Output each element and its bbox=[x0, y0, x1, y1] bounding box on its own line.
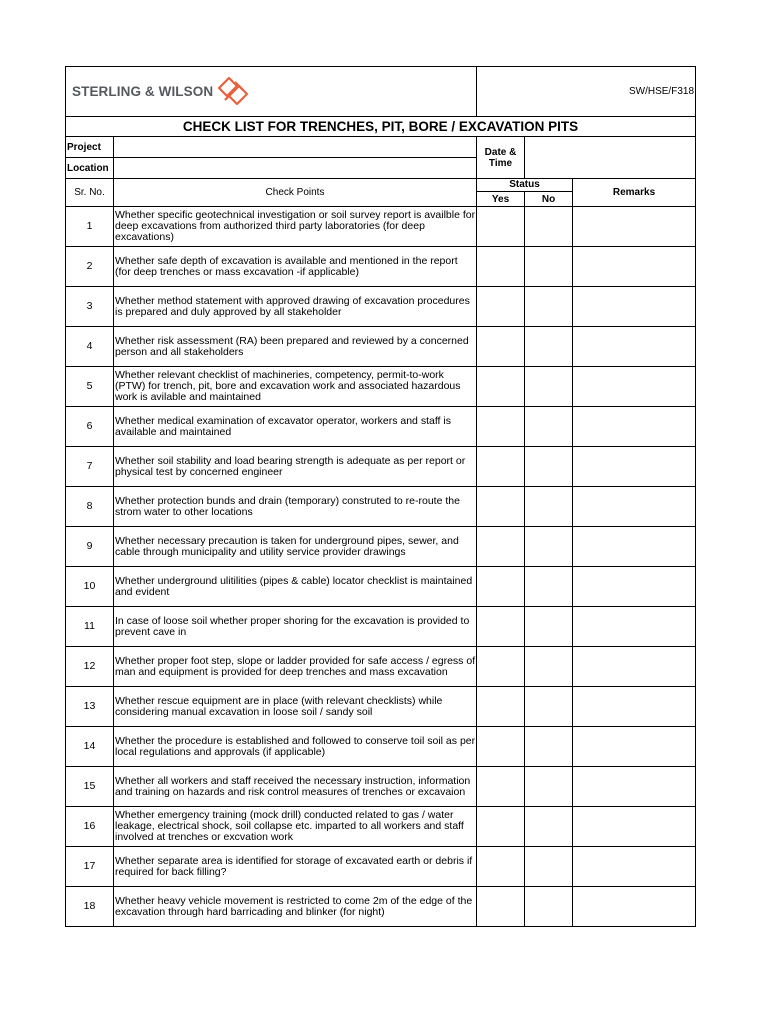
row-no-cell[interactable] bbox=[525, 607, 573, 647]
table-row bbox=[66, 327, 696, 367]
table-row bbox=[66, 687, 696, 727]
row-yes-cell[interactable] bbox=[477, 567, 525, 607]
table-row bbox=[66, 287, 696, 327]
row-no-cell[interactable] bbox=[525, 647, 573, 687]
table-row bbox=[66, 607, 696, 647]
table-row bbox=[66, 367, 696, 407]
row-sr-no: 17 bbox=[66, 847, 114, 887]
row-check-point: Whether method statement with approved drawing of excavation procedures is prepared and duly approved by all stakeholder bbox=[114, 287, 477, 327]
row-no-cell[interactable] bbox=[525, 687, 573, 727]
row-sr-no: 4 bbox=[66, 327, 114, 367]
row-check-point: Whether specific geotechnical investigation or soil survey report is availble for deep excavations from authorized third party laboratories (for deep excavations) bbox=[114, 207, 477, 247]
row-no-cell[interactable] bbox=[525, 727, 573, 767]
company-logo bbox=[66, 74, 476, 110]
row-no-cell[interactable] bbox=[525, 567, 573, 607]
table-row bbox=[66, 247, 696, 287]
table-row bbox=[66, 407, 696, 447]
row-check-point: Whether heavy vehicle movement is restricted to come 2m of the edge of the excavation through hard barricading and blinker (for night) bbox=[114, 887, 477, 927]
row-remarks-cell[interactable] bbox=[573, 647, 696, 687]
row-check-point: Whether risk assessment (RA) been prepared and reviewed by a concerned person and all stakeholders bbox=[114, 327, 477, 367]
row-remarks-cell[interactable] bbox=[573, 447, 696, 487]
table-row bbox=[66, 207, 696, 247]
row-remarks-cell[interactable] bbox=[573, 767, 696, 807]
row-check-point: Whether emergency training (mock drill) conducted related to gas / water leakage, electrical shock, soil collapse etc. imparted to all workers and staff involved at trenches or excvation work bbox=[114, 807, 477, 847]
table-row bbox=[66, 567, 696, 607]
row-no-cell[interactable] bbox=[525, 327, 573, 367]
row-remarks-cell[interactable] bbox=[573, 847, 696, 887]
row-check-point: Whether rescue equipment are in place (with relevant checklists) while considering manual excavation in loose soil / sandy soil bbox=[114, 687, 477, 727]
row-check-point: Whether separate area is identified for storage of excavated earth or debris if required for back filling? bbox=[114, 847, 477, 887]
row-check-point: Whether proper foot step, slope or ladder provided for safe access / egress of man and equipment is provided for deep trenches and mass excavation bbox=[114, 647, 477, 687]
row-yes-cell[interactable] bbox=[477, 687, 525, 727]
table-row bbox=[66, 447, 696, 487]
table-row bbox=[66, 527, 696, 567]
table-row bbox=[66, 807, 696, 847]
row-sr-no: 1 bbox=[66, 207, 114, 247]
check-points-header: Check Points bbox=[114, 179, 477, 207]
row-yes-cell[interactable] bbox=[477, 847, 525, 887]
row-no-cell[interactable] bbox=[525, 487, 573, 527]
row-remarks-cell[interactable] bbox=[573, 207, 696, 247]
row-check-point: Whether safe depth of excavation is available and mentioned in the report (for deep trenches or mass excavation -if applicable) bbox=[114, 247, 477, 287]
row-yes-cell[interactable] bbox=[477, 727, 525, 767]
row-check-point: Whether necessary precaution is taken for underground pipes, sewer, and cable through municipality and utility service provider drawings bbox=[114, 527, 477, 567]
row-check-point: Whether soil stability and load bearing strength is adequate as per report or physical test by concerned engineer bbox=[114, 447, 477, 487]
page-title: CHECK LIST FOR TRENCHES, PIT, BORE / EXCAVATION PITS bbox=[66, 117, 696, 137]
row-no-cell[interactable] bbox=[525, 407, 573, 447]
row-no-cell[interactable] bbox=[525, 287, 573, 327]
row-remarks-cell[interactable] bbox=[573, 567, 696, 607]
row-yes-cell[interactable] bbox=[477, 767, 525, 807]
logo-cell bbox=[66, 67, 477, 117]
row-no-cell[interactable] bbox=[525, 847, 573, 887]
table-row bbox=[66, 887, 696, 927]
yes-header: Yes bbox=[477, 192, 525, 207]
row-sr-no: 7 bbox=[66, 447, 114, 487]
row-sr-no: 10 bbox=[66, 567, 114, 607]
logo-mark-icon bbox=[215, 74, 251, 110]
row-check-point: Whether medical examination of excavator operator, workers and staff is available and maintained bbox=[114, 407, 477, 447]
date-time-field[interactable] bbox=[525, 137, 696, 179]
row-sr-no: 11 bbox=[66, 607, 114, 647]
row-yes-cell[interactable] bbox=[477, 327, 525, 367]
row-remarks-cell[interactable] bbox=[573, 687, 696, 727]
row-yes-cell[interactable] bbox=[477, 287, 525, 327]
row-no-cell[interactable] bbox=[525, 887, 573, 927]
row-sr-no: 9 bbox=[66, 527, 114, 567]
row-yes-cell[interactable] bbox=[477, 247, 525, 287]
row-sr-no: 12 bbox=[66, 647, 114, 687]
project-label: Project bbox=[66, 137, 114, 158]
table-row bbox=[66, 487, 696, 527]
row-check-point: In case of loose soil whether proper shoring for the excavation is provided to prevent cave in bbox=[114, 607, 477, 647]
row-no-cell[interactable] bbox=[525, 247, 573, 287]
row-no-cell[interactable] bbox=[525, 807, 573, 847]
row-yes-cell[interactable] bbox=[477, 527, 525, 567]
row-no-cell[interactable] bbox=[525, 447, 573, 487]
row-remarks-cell[interactable] bbox=[573, 327, 696, 367]
row-sr-no: 5 bbox=[66, 367, 114, 407]
form-number: SW/HSE/F318 bbox=[477, 67, 696, 117]
date-time-label: Date & Time bbox=[477, 137, 525, 179]
checklist-sheet bbox=[65, 66, 695, 927]
status-header: Status bbox=[477, 179, 573, 192]
row-sr-no: 3 bbox=[66, 287, 114, 327]
row-remarks-cell[interactable] bbox=[573, 367, 696, 407]
row-remarks-cell[interactable] bbox=[573, 607, 696, 647]
brand-name: STERLING & WILSON bbox=[72, 84, 214, 99]
row-yes-cell[interactable] bbox=[477, 407, 525, 447]
row-remarks-cell[interactable] bbox=[573, 407, 696, 447]
row-yes-cell[interactable] bbox=[477, 607, 525, 647]
table-row bbox=[66, 647, 696, 687]
row-sr-no: 6 bbox=[66, 407, 114, 447]
row-no-cell[interactable] bbox=[525, 527, 573, 567]
checklist-table bbox=[65, 66, 696, 927]
row-remarks-cell[interactable] bbox=[573, 887, 696, 927]
project-field[interactable] bbox=[114, 137, 477, 158]
row-yes-cell[interactable] bbox=[477, 207, 525, 247]
row-sr-no: 15 bbox=[66, 767, 114, 807]
row-sr-no: 2 bbox=[66, 247, 114, 287]
row-sr-no: 8 bbox=[66, 487, 114, 527]
row-remarks-cell[interactable] bbox=[573, 247, 696, 287]
row-remarks-cell[interactable] bbox=[573, 807, 696, 847]
row-check-point: Whether protection bunds and drain (temporary) construted to re-route the strom water to other locations bbox=[114, 487, 477, 527]
table-row bbox=[66, 847, 696, 887]
row-remarks-cell[interactable] bbox=[573, 287, 696, 327]
row-sr-no: 13 bbox=[66, 687, 114, 727]
row-remarks-cell[interactable] bbox=[573, 487, 696, 527]
row-yes-cell[interactable] bbox=[477, 647, 525, 687]
location-field[interactable] bbox=[114, 158, 477, 179]
row-no-cell[interactable] bbox=[525, 767, 573, 807]
row-remarks-cell[interactable] bbox=[573, 527, 696, 567]
row-yes-cell[interactable] bbox=[477, 807, 525, 847]
row-check-point: Whether underground ulitilities (pipes & cable) locator checklist is maintained and evident bbox=[114, 567, 477, 607]
row-sr-no: 18 bbox=[66, 887, 114, 927]
table-row bbox=[66, 767, 696, 807]
sr-no-header: Sr. No. bbox=[66, 179, 114, 207]
table-row bbox=[66, 727, 696, 767]
row-no-cell[interactable] bbox=[525, 207, 573, 247]
row-yes-cell[interactable] bbox=[477, 487, 525, 527]
row-check-point: Whether relevant checklist of machineries, competency, permit-to-work (PTW) for trench, pit, bore and excavation work and associated hazardous work is avilable and maintained bbox=[114, 367, 477, 407]
row-check-point: Whether all workers and staff received the necessary instruction, information and training on hazards and risk control measures of trenches or excavaion bbox=[114, 767, 477, 807]
row-yes-cell[interactable] bbox=[477, 367, 525, 407]
row-yes-cell[interactable] bbox=[477, 447, 525, 487]
row-no-cell[interactable] bbox=[525, 367, 573, 407]
row-remarks-cell[interactable] bbox=[573, 727, 696, 767]
no-header: No bbox=[525, 192, 573, 207]
row-sr-no: 14 bbox=[66, 727, 114, 767]
row-yes-cell[interactable] bbox=[477, 887, 525, 927]
row-sr-no: 16 bbox=[66, 807, 114, 847]
location-label: Location bbox=[66, 158, 114, 179]
row-check-point: Whether the procedure is established and followed to conserve toil soil as per local regulations and approvals (if applicable) bbox=[114, 727, 477, 767]
remarks-header: Remarks bbox=[573, 179, 696, 207]
